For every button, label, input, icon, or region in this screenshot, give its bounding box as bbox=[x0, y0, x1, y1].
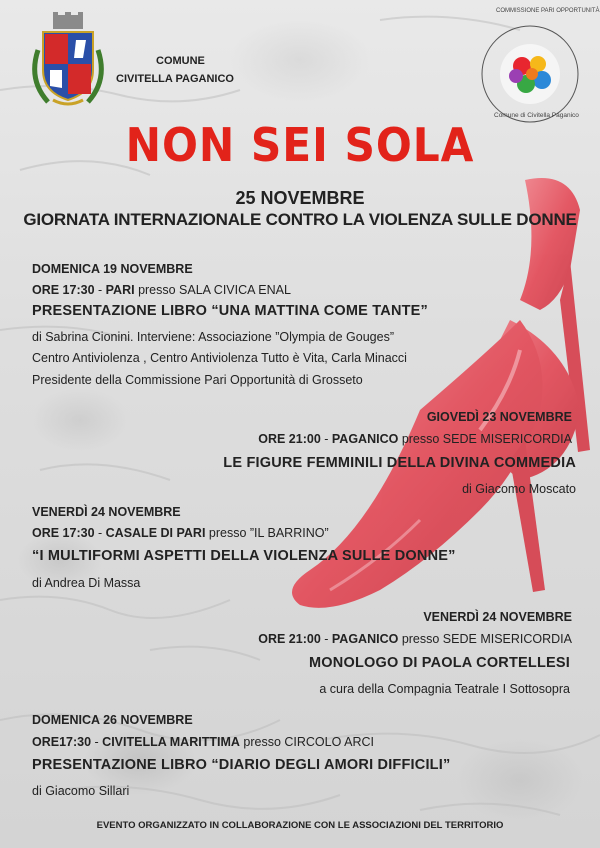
event-1-desc-1: di Sabrina Cionini. Interviene: Associazione ”Olympia de Gouges” bbox=[32, 330, 394, 344]
event-2-details: ORE 21:00 - PAGANICO presso SEDE MISERICORDIA bbox=[258, 432, 572, 446]
event-5-details: ORE17:30 - CIVITELLA MARITTIMA presso CIRCOLO ARCI bbox=[32, 735, 374, 749]
event-3-time: ORE 17:30 bbox=[32, 526, 95, 540]
event-4-details: ORE 21:00 - PAGANICO presso SEDE MISERICORDIA bbox=[258, 632, 572, 646]
event-1-title: PRESENTAZIONE LIBRO “UNA MATTINA COME TANTE” bbox=[32, 303, 428, 319]
coat-of-arms-logo bbox=[28, 10, 108, 110]
event-3-title: “I MULTIFORMI ASPETTI DELLA VIOLENZA SULLE DONNE” bbox=[32, 548, 456, 564]
event-3-day: VENERDÌ 24 NOVEMBRE bbox=[32, 505, 181, 519]
event-4-title: MONOLOGO DI PAOLA CORTELLESI bbox=[309, 655, 570, 671]
event-2-place: PAGANICO bbox=[331, 432, 399, 446]
event-3-venue: presso ”IL BARRINO” bbox=[208, 526, 329, 540]
event-5-venue: presso CIRCOLO ARCI bbox=[243, 735, 374, 749]
event-1-details: ORE 17:30 - PARI presso SALA CIVICA ENAL bbox=[32, 283, 291, 297]
event-5-desc-1: di Giacomo Sillari bbox=[32, 784, 130, 798]
event-4-desc-1: a cura della Compagnia Teatrale I Sottosopra bbox=[319, 682, 570, 696]
event-4-place: PAGANICO bbox=[331, 632, 399, 646]
event-3-desc-1: di Andrea Di Massa bbox=[32, 576, 141, 590]
event-1-venue: presso SALA CIVICA ENAL bbox=[138, 283, 291, 297]
event-5-place: CIVITELLA MARITTIMA bbox=[102, 735, 240, 749]
event-3-details: ORE 17:30 - CASALE DI PARI presso ”IL BARRINO” bbox=[32, 526, 329, 540]
event-4-venue: presso SEDE MISERICORDIA bbox=[401, 632, 572, 646]
event-5-day: DOMENICA 26 NOVEMBRE bbox=[32, 713, 193, 727]
subtitle: GIORNATA INTERNAZIONALE CONTRO LA VIOLENZA SULLE DONNE bbox=[23, 210, 577, 229]
event-4-day: VENERDÌ 24 NOVEMBRE bbox=[423, 610, 572, 624]
event-3-place: CASALE DI PARI bbox=[105, 526, 206, 540]
event-1-place: PARI bbox=[105, 283, 135, 297]
event-2-title: LE FIGURE FEMMINILI DELLA DIVINA COMMEDIA bbox=[223, 455, 576, 471]
event-2-time: ORE 21:00 bbox=[258, 432, 321, 446]
event-5-title: PRESENTAZIONE LIBRO “DIARIO DEGLI AMORI DIFFICILI” bbox=[32, 757, 451, 773]
commission-logo-text-top: COMMISSIONE PARI OPPORTUNITÀ bbox=[496, 8, 600, 14]
event-1-day: DOMENICA 19 NOVEMBRE bbox=[32, 262, 193, 276]
footer-note: EVENTO ORGANIZZATO IN COLLABORAZIONE CON LE ASSOCIAZIONI DEL TERRITORIO bbox=[96, 820, 504, 831]
event-2-venue: presso SEDE MISERICORDIA bbox=[401, 432, 572, 446]
event-2-day: GIOVEDÌ 23 NOVEMBRE bbox=[426, 410, 572, 424]
commission-logo-text-bottom: Comune di Civitella Paganico bbox=[494, 112, 579, 119]
comune-name: CIVITELLA PAGANICO bbox=[116, 73, 234, 85]
commission-logo bbox=[478, 22, 582, 126]
event-1-desc-3: Presidente della Commissione Pari Opportunità di Grosseto bbox=[32, 373, 363, 387]
event-4-time: ORE 21:00 bbox=[258, 632, 321, 646]
comune-label: COMUNE bbox=[156, 55, 205, 67]
main-title: NON SEI SOLA bbox=[125, 118, 475, 172]
subtitle-date: 25 NOVEMBRE bbox=[235, 188, 365, 208]
event-1-desc-2: Centro Antiviolenza , Centro Antiviolenza Tutto è Vita, Carla Minacci bbox=[32, 351, 407, 365]
event-5-time: ORE17:30 bbox=[32, 735, 92, 749]
event-1-time: ORE 17:30 bbox=[32, 283, 95, 297]
event-2-desc-1: di Giacomo Moscato bbox=[462, 482, 576, 496]
